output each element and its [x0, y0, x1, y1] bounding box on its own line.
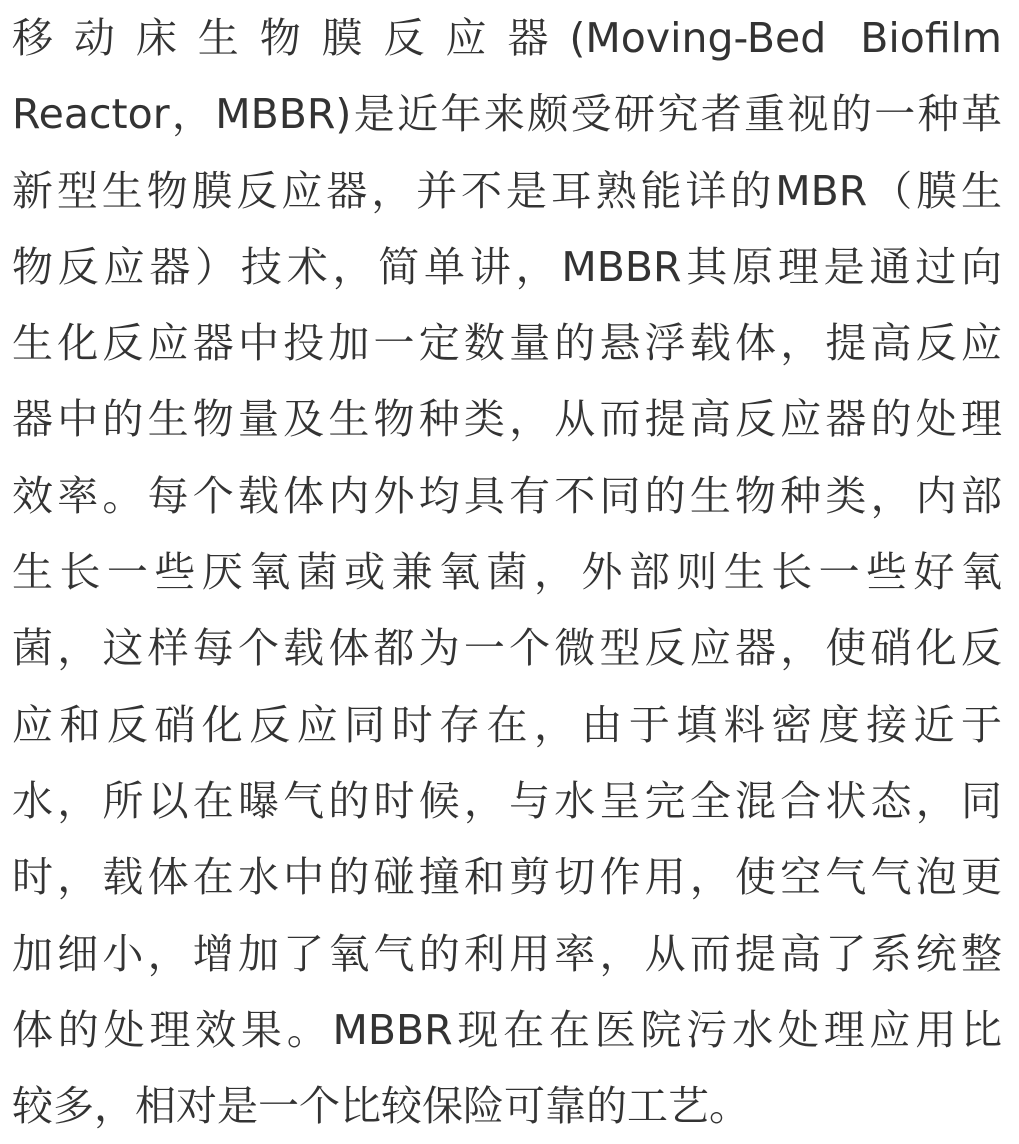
text-line: 生长一些厌氧菌或兼氧菌，外部则生长一些好氧 [12, 548, 1002, 597]
text-line: 生化反应器中投加一定数量的悬浮载体，提高反应 [12, 319, 1002, 368]
text-line: 加细小，增加了氧气的利用率，从而提高了系统整 [12, 929, 1002, 978]
text-line: 物反应器）技术，简单讲，MBBR其原理是通过向 [12, 242, 1002, 291]
text-line: 新型生物膜反应器，并不是耳熟能详的MBR（膜生 [12, 166, 1002, 215]
text-line: 菌，这样每个载体都为一个微型反应器，使硝化反 [12, 624, 1002, 673]
article-body [12, 0, 1002, 1144]
text-line: Reactor，MBBR)是近年来颇受研究者重视的一种革 [12, 90, 1002, 139]
text-line: 应和反硝化反应同时存在，由于填料密度接近于 [12, 700, 1002, 749]
text-line: 体的处理效果。MBBR现在在医院污水处理应用比 [12, 1005, 1002, 1054]
text-line: 水，所以在曝气的时候，与水呈完全混合状态，同 [12, 776, 1002, 825]
text-line: 较多，相对是一个比较保险可靠的工艺。 [12, 1082, 750, 1131]
text-line: 效率。每个载体内外均具有不同的生物种类，内部 [12, 471, 1002, 520]
text-line: 移动床生物膜反应器(Moving-Bed Biofilm [12, 14, 1002, 62]
text-line: 时，载体在水中的碰撞和剪切作用，使空气气泡更 [12, 853, 1002, 902]
text-line: 器中的生物量及生物种类，从而提高反应器的处理 [12, 395, 1002, 444]
